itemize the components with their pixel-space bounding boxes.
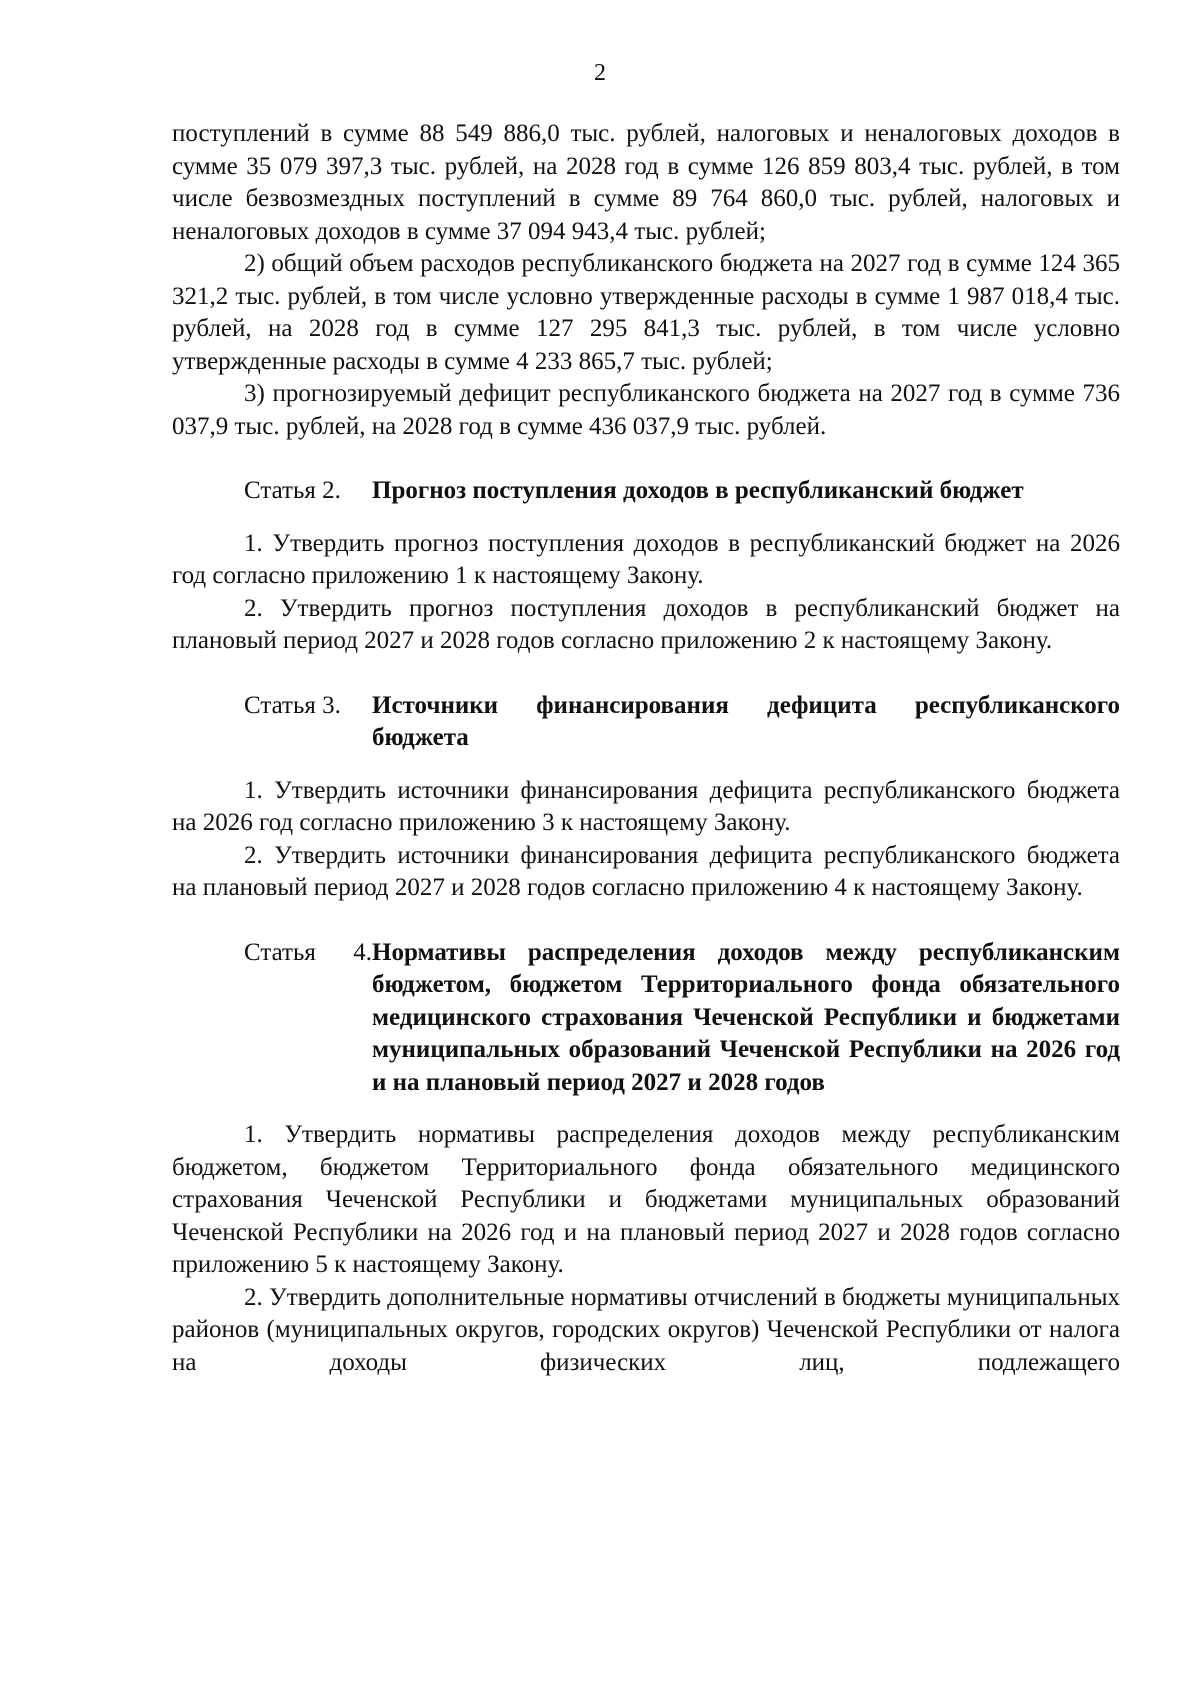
- article-4-heading: [172, 937, 1120, 1100]
- article-2-paragraph-1: 1. Утвердить прогноз поступления доходов в республиканский бюджет на 2026 год согласно приложению 1 к настоящему Закону.: [172, 529, 1120, 589]
- article-4-paragraph-2: 2. Утвердить дополнительные нормативы отчислений в бюджеты муниципальных районов (муниципальных округов, городских округов) Чеченской Республики от налога на доходы физических лиц, подлежащего: [172, 1283, 1121, 1376]
- article-2-paragraph-2: 2. Утвердить прогноз поступления доходов в республиканский бюджет на плановый период 2027 и 2028 годов согласно приложению 2 к настоящему Закону.: [172, 594, 1120, 654]
- article-3-heading: [172, 690, 1120, 755]
- article-4-paragraph-1: 1. Утвердить нормативы распределения доходов между республиканским бюджетом, бюджетом Территориального фонда обязательного медицинского страхования Чеченской Республики и бюджетами муниципальных образований Чеченской Республики на 2026 год и на плановый период 2027 и 2028 годов согласно приложению 5 к настоящему Закону.: [172, 1121, 1120, 1278]
- document-body: [172, 118, 1120, 1379]
- page-number: 2: [594, 60, 606, 86]
- intro-paragraph: поступлений в сумме 88 549 886,0 тыс. рублей, налоговых и неналоговых доходов в сумме 35 079 397,3 тыс. рублей, на 2028 год в сумме 126 859 803,4 тыс. рублей, в том числе безвозмездных поступлений в сумме 89 764 860,0 тыс. рублей, налоговых и неналоговых доходов в сумме 37 094 943,4 тыс. рублей;: [172, 120, 1120, 245]
- article-3-paragraph-1: 1. Утвердить источники финансирования дефицита республиканского бюджета на 2026 год согласно приложению 3 к настоящему Закону.: [172, 776, 1120, 836]
- article-4-title: Нормативы распределения доходов между республиканским бюджетом, бюджетом Территориального фонда обязательного медицинского страхования Чеченской Республики и бюджетами муниципальных образований Чеченской Республики на 2026 год и на плановый период 2027 и 2028 годов: [372, 938, 1120, 1096]
- article-3-title: Источники финансирования дефицита республиканского бюджета: [372, 691, 1120, 751]
- article-3-label: Статья 3.: [244, 691, 341, 719]
- article-2-title: Прогноз поступления доходов в республиканский бюджет: [372, 477, 1024, 504]
- article-2-heading: [172, 475, 1120, 508]
- budget-item-3: 3) прогнозируемый дефицит республиканского бюджета на 2027 год в сумме 736 037,9 тыс. рублей, на 2028 год в сумме 436 037,9 тыс. рублей.: [172, 380, 1120, 440]
- article-2-label: Статья 2.: [244, 477, 341, 504]
- article-4-label: Статья 4.: [244, 938, 372, 966]
- article-3-paragraph-2: 2. Утвердить источники финансирования дефицита республиканского бюджета на плановый период 2027 и 2028 годов согласно приложению 4 к настоящему Закону.: [172, 841, 1120, 901]
- budget-item-2: 2) общий объем расходов республиканского бюджета на 2027 год в сумме 124 365 321,2 тыс. рублей, в том числе условно утвержденные расходы в сумме 1 987 018,4 тыс. рублей, на 2028 год в сумме 127 295 841,3 тыс. рублей, в том числе условно утвержденные расходы в сумме 4 233 865,7 тыс. рублей;: [172, 250, 1120, 375]
